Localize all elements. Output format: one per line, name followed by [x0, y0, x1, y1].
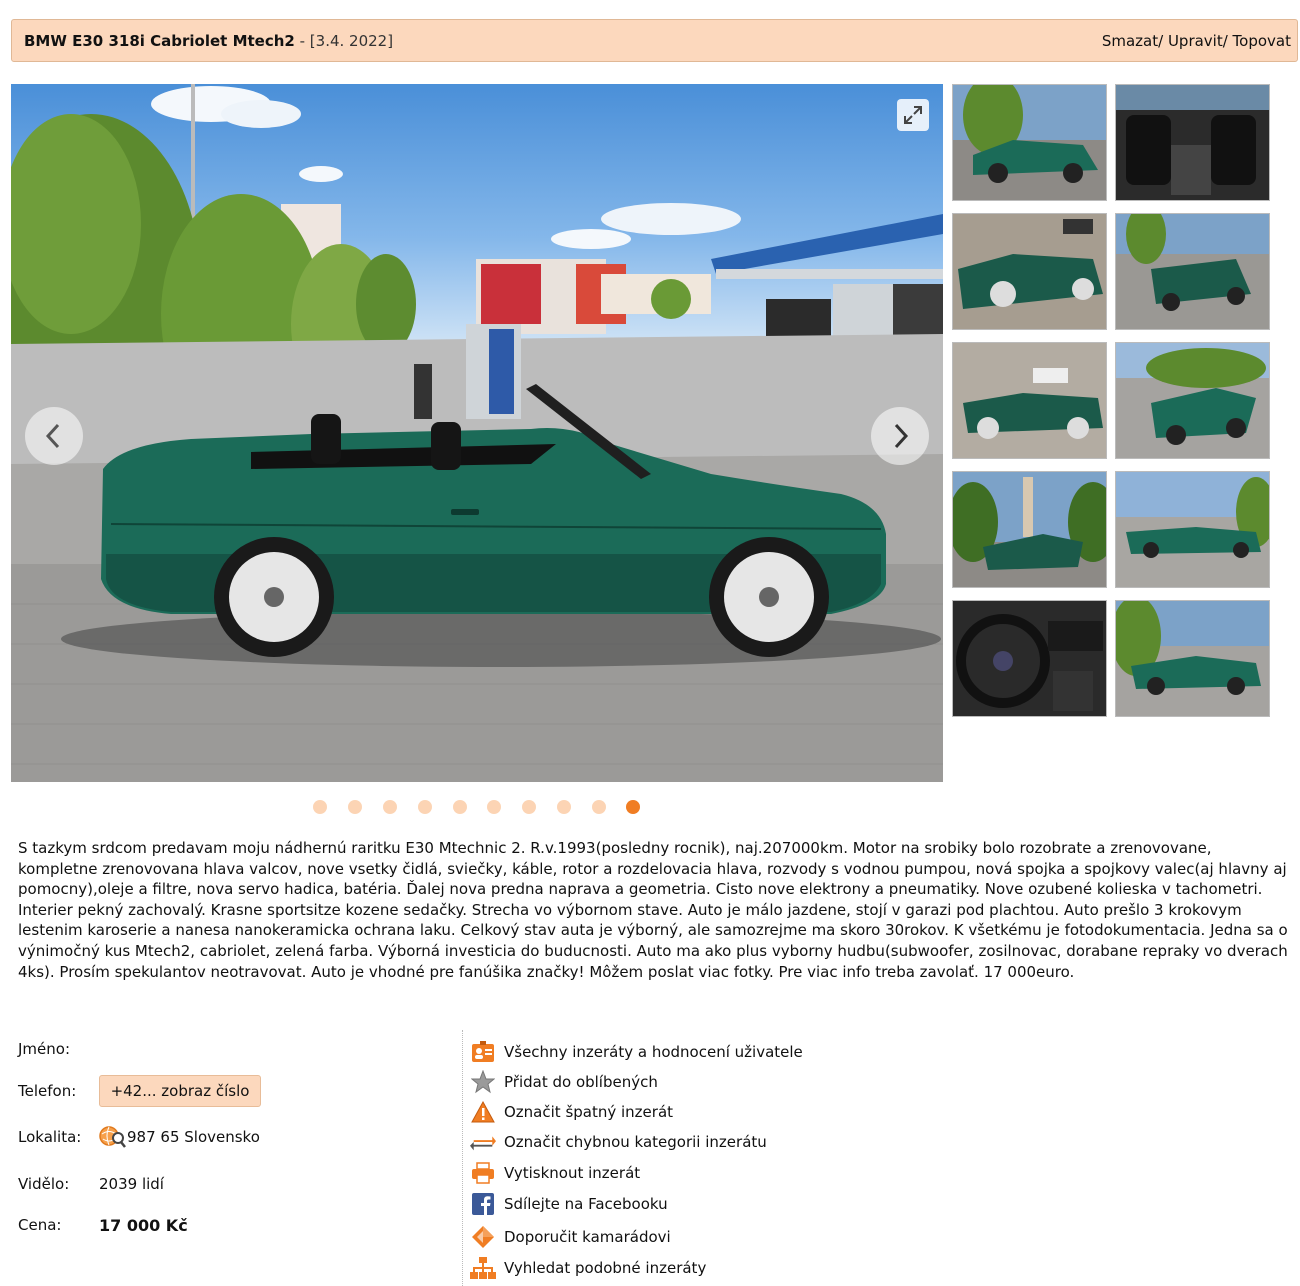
swap-arrows-icon	[470, 1129, 496, 1155]
action-label: Označit chybnou kategorii inzerátu	[504, 1133, 767, 1151]
location-value-wrap	[99, 1125, 260, 1149]
pagination-dot[interactable]	[487, 800, 501, 814]
user-card-icon	[470, 1039, 496, 1065]
star-icon	[470, 1069, 496, 1095]
thumbnail-6[interactable]	[1115, 342, 1270, 459]
pagination-dot-active[interactable]	[626, 800, 640, 814]
pagination-dot[interactable]	[348, 800, 362, 814]
chevron-left-icon	[42, 421, 66, 451]
location-label: Lokalita:	[18, 1128, 82, 1146]
thumbnail-1[interactable]	[952, 84, 1107, 201]
report-category-link[interactable]	[470, 1129, 767, 1155]
price-label: Cena:	[18, 1216, 62, 1234]
facebook-icon	[470, 1191, 496, 1217]
listing-description: S tazkym srdcom predavam moju nádhernú raritku E30 Mtechnic 2. R.v.1993(posledny rocnik), naj.207000km. Motor na srobiky bolo rozobrate a zrenovovane, kompletne zrenovovana hlava valcov, nove vsetky čidlá, sviečky, káble, rotor a rozdelovacia hlava, rozvody s vodnou pumpou, nová spojka a spojkovy valec(aj hlavny aj pomocny),oleje a filtre, nova servo hadica, batéria. Ďalej nova predna naprava a geometria. Cisto nove elektrony a pneumatiky. Nove ozubené kolieska v tachometri. Interier pekný zachovalý. Krasne sportsitze kozene sedačky. Strecha vo výbornom stave. Auto je málo jazdene, stojí v garazi pod plachtou. Auto prešlo 3 krokovym lestenim karoserie a nanesa nanokeramicka ochrana laku. Celkový stav auta je výborný, ale samozrejme ma skoro 30rokov. K všetkému je fotodokumentacia. Jedna sa o výnimočný kus Mtech2, cabriolet, zelená farba. Výborná investicia do buducnosti. Auto ma ako plus vyborny hudbu(subwoofer, zosilnovac, dorabane repraky vo dverach 4ks). Prosím spekulantov neotravovat. Auto je vhodné pre fanúšika značky! Môžem poslat viac fotky. Pre viac info treba zavolať. 17 000euro.	[18, 839, 1288, 981]
views-value: 2039 lidí	[99, 1175, 164, 1193]
pagination-dot[interactable]	[522, 800, 536, 814]
report-listing-link[interactable]	[470, 1099, 673, 1125]
similar-listings-link[interactable]	[470, 1255, 706, 1281]
listing-date: [3.4. 2022]	[309, 32, 394, 50]
next-photo-button[interactable]	[871, 407, 929, 465]
print-listing-link[interactable]	[470, 1160, 640, 1186]
pagination-dot[interactable]	[383, 800, 397, 814]
thumbnail-10[interactable]	[1115, 600, 1270, 717]
header-actions	[1102, 32, 1291, 50]
thumbnail-9[interactable]	[952, 600, 1107, 717]
thumbnail-3[interactable]	[952, 213, 1107, 330]
prev-photo-button[interactable]	[25, 407, 83, 465]
pagination-dot[interactable]	[592, 800, 606, 814]
name-label: Jméno:	[18, 1040, 71, 1058]
globe-search-icon[interactable]	[99, 1125, 127, 1149]
chevron-right-icon	[888, 421, 912, 451]
action-label: Doporučit kamarádovi	[504, 1228, 671, 1246]
sitemap-icon	[470, 1255, 496, 1281]
pagination-dot[interactable]	[557, 800, 571, 814]
pagination-dot[interactable]	[453, 800, 467, 814]
action-label: Všechny inzeráty a hodnocení uživatele	[504, 1043, 803, 1061]
action-label: Vyhledat podobné inzeráty	[504, 1259, 707, 1277]
action-label: Označit špatný inzerát	[504, 1103, 674, 1121]
show-phone-button[interactable]: +42... zobraz číslo	[99, 1075, 261, 1107]
thumbnail-7[interactable]	[952, 471, 1107, 588]
thumbnail-4[interactable]	[1115, 213, 1270, 330]
pagination-dot[interactable]	[313, 800, 327, 814]
edit-link[interactable]: Upravit/	[1163, 32, 1228, 50]
fullscreen-button[interactable]	[897, 99, 929, 131]
expand-icon	[903, 105, 923, 125]
title-separator: -	[294, 32, 310, 50]
listing-title: BMW E30 318i Cabriolet Mtech2	[24, 32, 295, 50]
add-favorite-link[interactable]	[470, 1069, 658, 1095]
main-photo[interactable]	[11, 84, 943, 782]
listing-title-wrap	[24, 32, 393, 50]
phone-label: Telefon:	[18, 1082, 77, 1100]
thumbnail-2[interactable]	[1115, 84, 1270, 201]
top-link[interactable]: Topovat	[1227, 32, 1291, 50]
recommend-icon	[470, 1224, 496, 1250]
warning-icon	[470, 1099, 496, 1125]
car-photo-illustration	[11, 84, 943, 782]
all-user-listings-link[interactable]	[470, 1039, 803, 1065]
action-label: Vytisknout inzerát	[504, 1164, 641, 1182]
thumbnail-8[interactable]	[1115, 471, 1270, 588]
action-label: Sdílejte na Facebooku	[504, 1195, 668, 1213]
views-label: Vidělo:	[18, 1175, 70, 1193]
share-facebook-link[interactable]	[470, 1191, 668, 1217]
action-label: Přidat do oblíbených	[504, 1073, 658, 1091]
delete-link[interactable]: Smazat/	[1101, 32, 1164, 50]
pagination-dot[interactable]	[418, 800, 432, 814]
price-value: 17 000 Kč	[99, 1216, 188, 1235]
printer-icon	[470, 1160, 496, 1186]
location-value: 987 65 Slovensko	[127, 1128, 260, 1146]
recommend-friend-link[interactable]	[470, 1224, 671, 1250]
thumbnail-5[interactable]	[952, 342, 1107, 459]
listing-header	[11, 19, 1298, 62]
divider	[462, 1030, 463, 1286]
